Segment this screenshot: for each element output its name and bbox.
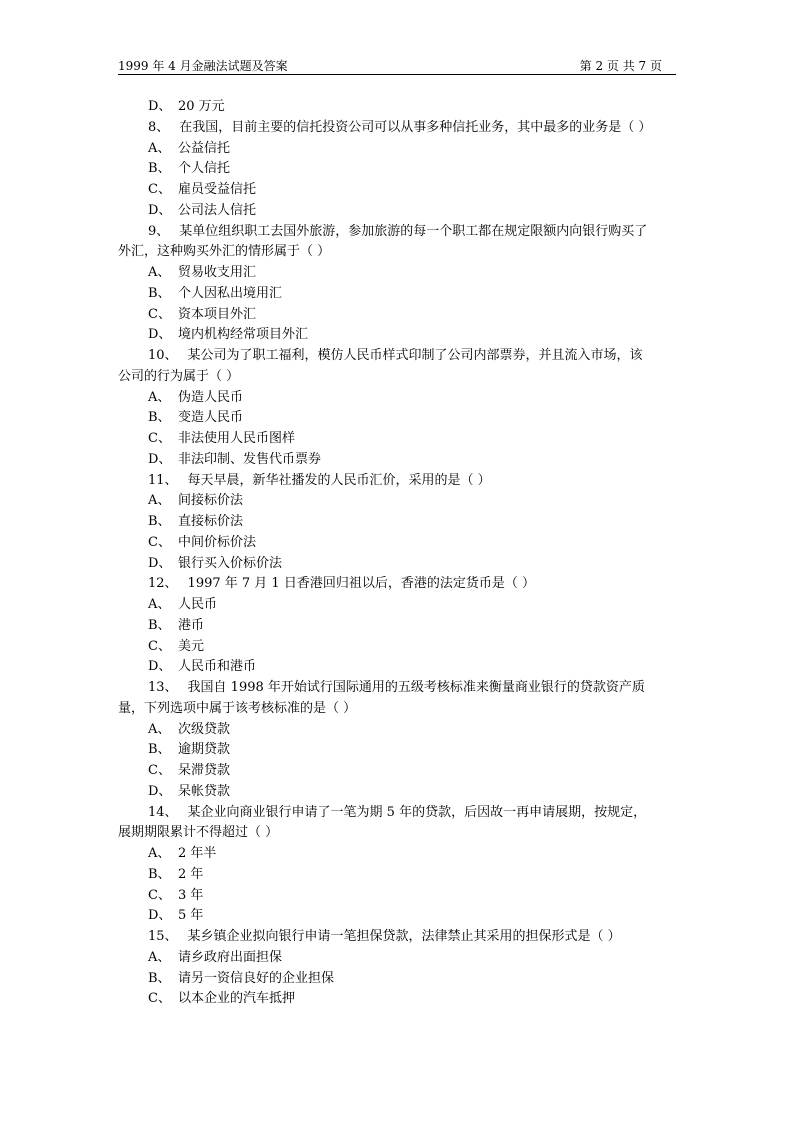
option-label: B、: [148, 970, 171, 986]
answer-option: [118, 533, 678, 554]
option-text: 呆滞贷款: [178, 763, 231, 778]
option-label: A、: [148, 140, 171, 156]
option-text: 个人信托: [178, 161, 231, 177]
option-text: 个人因私出境用汇: [178, 285, 283, 301]
page-number: 第 2 页 共 7 页: [579, 59, 662, 73]
question: [118, 346, 678, 367]
answer-option: [118, 450, 678, 471]
question-text: 在我国，目前主要的信托投资公司可以从事多种信托业务，其中最多的业务是（ ）: [179, 119, 652, 135]
exam-body: [118, 97, 678, 1010]
option-label: C、: [148, 306, 171, 322]
answer-option: [118, 740, 678, 761]
question: [118, 118, 678, 139]
option-label: B、: [148, 410, 171, 426]
option-text: 间接标价法: [178, 493, 244, 509]
answer-option: [118, 637, 678, 658]
option-label: C、: [148, 887, 171, 903]
option-label: D、: [148, 908, 172, 924]
question: [118, 574, 678, 595]
option-text: 逾期贷款: [178, 742, 231, 758]
question-number: 13、: [148, 680, 178, 695]
question-text: 1997 年 7 月 1 日香港回归祖以后，香港的法定货币是（ ）: [187, 576, 535, 592]
option-label: A、: [148, 389, 171, 405]
option-label: A、: [148, 265, 171, 280]
question: [118, 471, 678, 492]
option-label: D、: [148, 451, 172, 467]
option-label: C、: [148, 638, 171, 654]
option-text: 贸易收支用汇: [178, 265, 257, 280]
document-title: 1999 年 4 月金融法试题及答案: [118, 59, 288, 73]
option-text: 非法使用人民币图样: [178, 431, 296, 446]
question-continuation: 外汇，这种购买外汇的情形属于（ ）: [118, 244, 331, 260]
option-text: 公益信托: [178, 140, 231, 156]
answer-option: [118, 429, 678, 450]
answer-option: [118, 180, 678, 201]
question-text: 我国自 1998 年开始试行国际通用的五级考核标准来衡量商业银行的贷款资产质: [187, 680, 645, 695]
option-text: 非法印制、发售代币票券: [178, 451, 322, 467]
option-label: B、: [148, 866, 171, 882]
answer-option: [118, 325, 678, 346]
option-text: 2 年: [178, 866, 204, 882]
option-label: C、: [148, 182, 171, 197]
question-number: 8、: [148, 119, 170, 135]
answer-option: [118, 906, 678, 927]
answer-option: [118, 512, 678, 533]
option-text: 港币: [178, 617, 205, 633]
option-label: B、: [148, 285, 171, 301]
question-text: 某企业向商业银行申请了一笔为期 5 年的贷款，后因故一再申请展期，按规定，: [187, 804, 647, 820]
option-text: 公司法人信托: [178, 202, 257, 218]
option-text: 中间价标价法: [178, 534, 257, 550]
option-label: D、: [148, 555, 172, 571]
option-text: 伪造人民币: [178, 389, 244, 405]
answer-option: [118, 388, 678, 409]
question-text: 某乡镇企业拟向银行申请一笔担保贷款，法律禁止其采用的担保形式是（ ）: [187, 929, 621, 944]
option-label: A、: [148, 597, 171, 612]
option-text: 以本企业的汽车抵押: [178, 991, 296, 1007]
option-text: 直接标价法: [178, 514, 244, 529]
option-label: C、: [148, 763, 171, 778]
option-label: B、: [148, 514, 171, 529]
option-text: 5 年: [178, 908, 204, 924]
answer-option: [118, 554, 678, 575]
option-label: B、: [148, 617, 171, 633]
option-label: D、: [148, 783, 172, 799]
answer-option: [118, 989, 678, 1010]
answer-option: [118, 284, 678, 305]
answer-option: [118, 139, 678, 160]
option-label: B、: [148, 742, 171, 758]
answer-option: [118, 263, 678, 284]
answer-option: [118, 159, 678, 180]
answer-option: [118, 595, 678, 616]
option-label: C、: [148, 534, 171, 550]
option-label: D、: [148, 659, 172, 675]
option-text: 3 年: [178, 887, 204, 903]
option-text: 人民币: [178, 597, 218, 612]
option-label: A、: [148, 949, 171, 965]
option-label: A、: [148, 721, 171, 737]
question-continuation: 公司的行为属于（ ）: [118, 368, 240, 384]
option-label: D、: [148, 327, 172, 343]
answer-option: [118, 657, 678, 678]
answer-option: [118, 969, 678, 990]
answer-option: [118, 761, 678, 782]
option-label: A、: [148, 493, 171, 509]
option-label: C、: [148, 431, 171, 446]
option-text: 美元: [178, 638, 205, 654]
option-label: A、: [148, 846, 171, 861]
question-number: 14、: [148, 804, 178, 820]
option-text: 2 年半: [178, 846, 217, 861]
answer-option: [118, 720, 678, 741]
answer-option: [118, 865, 678, 886]
option-text: 请另一资信良好的企业担保: [178, 970, 335, 986]
option-text: 次级贷款: [178, 721, 231, 737]
option-label: C、: [148, 991, 171, 1007]
answer-option: [118, 97, 678, 118]
answer-option: [118, 305, 678, 326]
question: [118, 222, 678, 243]
option-text: 境内机构经常项目外汇: [178, 327, 309, 343]
question-number: 9、: [148, 223, 170, 239]
option-label: D、: [148, 99, 172, 114]
question-text: 某公司为了职工福利，模仿人民币样式印制了公司内部票券，并且流入市场，该: [187, 348, 643, 363]
option-text: 银行买入价标价法: [178, 555, 283, 571]
page-header: [118, 56, 676, 75]
question-text: 某单位组织职工去国外旅游，参加旅游的每一个职工都在规定限额内向银行购买了: [179, 223, 648, 239]
option-text: 资本项目外汇: [178, 306, 257, 322]
answer-option: [118, 782, 678, 803]
answer-option: [118, 844, 678, 865]
question: [118, 678, 678, 699]
question: [118, 927, 678, 948]
option-text: 雇员受益信托: [178, 182, 257, 197]
answer-option: [118, 886, 678, 907]
option-text: 人民币和港币: [178, 659, 257, 675]
answer-option: [118, 491, 678, 512]
option-label: B、: [148, 161, 171, 177]
option-text: 20 万元: [178, 99, 225, 114]
option-text: 变造人民币: [178, 410, 244, 426]
answer-option: [118, 201, 678, 222]
question-text: 每天早晨，新华社播发的人民币汇价，采用的是（ ）: [187, 472, 491, 488]
question-continuation: 量，下列选项中属于该考核标准的是（ ）: [118, 700, 357, 716]
question-number: 15、: [148, 929, 178, 944]
question-number: 12、: [148, 576, 178, 592]
question: [118, 803, 678, 824]
answer-option: [118, 408, 678, 429]
option-text: 请乡政府出面担保: [178, 949, 283, 965]
answer-option: [118, 948, 678, 969]
question-number: 11、: [148, 472, 178, 488]
option-label: D、: [148, 202, 172, 218]
answer-option: [118, 616, 678, 637]
question-continuation: 展期期限累计不得超过（ ）: [118, 825, 279, 841]
question-number: 10、: [148, 348, 178, 363]
option-text: 呆帐贷款: [178, 783, 231, 799]
